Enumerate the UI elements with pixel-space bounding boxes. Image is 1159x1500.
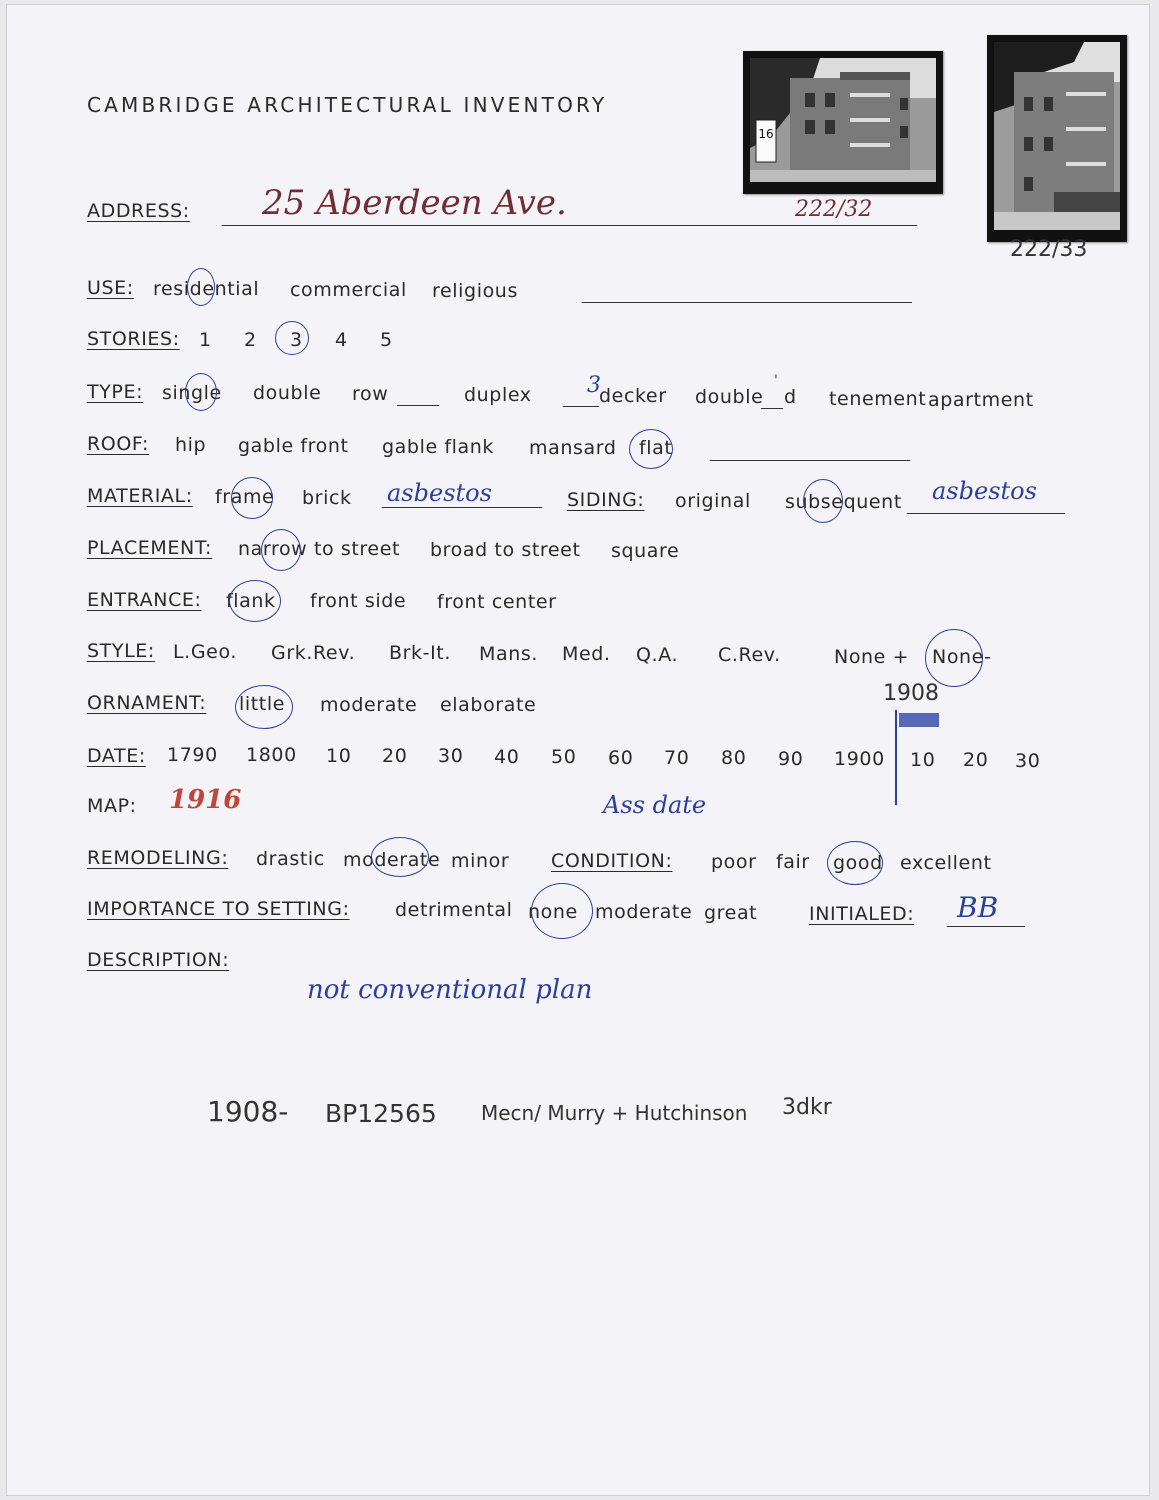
roof-option-mansard[interactable]: mansard	[529, 437, 617, 459]
type-decker-line	[563, 406, 599, 407]
importance-selected-circle	[531, 883, 593, 939]
style-option-med[interactable]: Med.	[562, 643, 611, 665]
type-option-row[interactable]: row	[352, 383, 389, 405]
siding-label: SIDING:	[567, 489, 645, 511]
note-permit: BP12565	[325, 1099, 437, 1128]
style-option-grkrev[interactable]: Grk.Rev.	[271, 642, 356, 664]
date-pencil-mark	[895, 710, 897, 805]
type-selected-circle	[185, 373, 217, 411]
date-option-1830[interactable]: 30	[438, 745, 464, 767]
style-option-none-plus[interactable]: None +	[834, 646, 910, 668]
date-option-1870[interactable]: 70	[664, 747, 690, 769]
ornament-label: ORNAMENT:	[87, 692, 207, 714]
siding-other-line	[907, 513, 1065, 514]
photo-front	[743, 51, 943, 194]
type-option-single[interactable]: single	[162, 382, 222, 404]
inventory-form-sheet	[6, 4, 1150, 1496]
condition-option-fair[interactable]: fair	[776, 851, 810, 873]
stories-label: STORIES:	[87, 328, 180, 350]
style-option-brkit[interactable]: Brk-It.	[389, 642, 451, 664]
date-option-1900[interactable]: 1900	[834, 748, 885, 770]
date-scribble	[899, 713, 939, 727]
roof-option-gable-flank[interactable]: gable flank	[382, 436, 495, 458]
note-year: 1908-	[207, 1095, 289, 1128]
use-option-commercial[interactable]: commercial	[290, 279, 407, 301]
date-option-1910[interactable]: 10	[910, 749, 936, 771]
date-option-1860[interactable]: 60	[608, 747, 634, 769]
importance-option-none[interactable]: none	[528, 901, 578, 923]
photo-side	[987, 35, 1127, 242]
initialed-value: BB	[957, 891, 999, 924]
siding-option-subsequent[interactable]: subsequent	[785, 491, 902, 513]
placement-option-broad[interactable]: broad to street	[430, 539, 581, 561]
condition-label: CONDITION:	[551, 850, 673, 872]
condition-selected-circle	[827, 841, 883, 885]
date-handwritten-year: 1908	[883, 681, 939, 706]
type-row-line	[397, 405, 439, 406]
style-option-crev[interactable]: C.Rev.	[718, 644, 781, 666]
style-option-none-minus[interactable]: None-	[932, 646, 992, 668]
date-option-1890[interactable]: 90	[778, 748, 804, 770]
material-option-frame[interactable]: frame	[215, 486, 275, 508]
type-double-d-mark: '	[774, 373, 778, 389]
note-type: 3dkr	[782, 1095, 832, 1120]
remodeling-label: REMODELING:	[87, 847, 229, 869]
siding-option-original[interactable]: original	[675, 490, 751, 512]
siding-selected-circle	[803, 479, 843, 523]
photo-ref-1: 222/32	[795, 197, 873, 222]
material-other-line	[382, 507, 542, 508]
roof-option-gable-front[interactable]: gable front	[238, 435, 349, 457]
roof-option-flat[interactable]: flat	[639, 437, 673, 459]
stories-option-5[interactable]: 5	[380, 329, 393, 351]
date-label: DATE:	[87, 745, 146, 767]
placement-label: PLACEMENT:	[87, 537, 212, 559]
material-handwritten: asbestos	[387, 479, 492, 507]
date-option-1800[interactable]: 1800	[246, 744, 297, 766]
condition-option-good[interactable]: good	[833, 852, 883, 874]
entrance-option-flank[interactable]: flank	[226, 590, 276, 612]
placement-selected-circle	[261, 529, 301, 571]
style-selected-circle	[925, 629, 983, 687]
house-photo-2	[994, 42, 1120, 230]
photo-house-number: 16	[758, 127, 774, 141]
type-option-d[interactable]: d	[784, 386, 797, 408]
type-option-duplex[interactable]: duplex	[464, 384, 532, 406]
ornament-option-moderate[interactable]: moderate	[320, 694, 418, 716]
description-text: not conventional plan	[307, 975, 593, 1005]
address-label: ADDRESS:	[87, 200, 190, 222]
use-label: USE:	[87, 277, 134, 299]
note-names: Mecn/ Murry + Hutchinson	[481, 1101, 748, 1125]
date-option-1840[interactable]: 40	[494, 746, 520, 768]
type-double-d-line	[761, 408, 783, 409]
importance-option-great[interactable]: great	[704, 902, 758, 924]
importance-option-detrimental[interactable]: detrimental	[395, 899, 513, 921]
date-option-1790[interactable]: 1790	[167, 744, 218, 766]
type-option-decker[interactable]: decker	[599, 385, 667, 407]
date-option-1810[interactable]: 10	[326, 745, 352, 767]
use-option-religious[interactable]: religious	[432, 280, 518, 302]
style-label: STYLE:	[87, 640, 155, 662]
ornament-selected-circle	[235, 685, 293, 729]
siding-handwritten: asbestos	[932, 477, 1037, 505]
placement-option-square[interactable]: square	[611, 540, 680, 562]
remodeling-option-moderate[interactable]: moderate	[343, 849, 441, 871]
style-option-lgeo[interactable]: L.Geo.	[173, 641, 237, 663]
map-note: Ass date	[603, 791, 707, 819]
use-other-line	[582, 302, 912, 303]
initialed-label: INITIALED:	[809, 903, 915, 925]
stories-selected-circle	[275, 321, 309, 355]
type-option-double-d[interactable]: double	[695, 386, 764, 408]
stories-option-4[interactable]: 4	[335, 329, 348, 351]
date-option-1920[interactable]: 20	[963, 749, 989, 771]
roof-other-line	[710, 460, 910, 461]
entrance-label: ENTRANCE:	[87, 589, 202, 611]
material-selected-circle	[231, 477, 273, 519]
roof-selected-circle	[629, 429, 673, 469]
type-option-tenement[interactable]: tenement	[829, 388, 927, 410]
remodeling-option-minor[interactable]: minor	[451, 850, 510, 872]
style-option-qa[interactable]: Q.A.	[636, 644, 679, 666]
date-option-1930[interactable]: 30	[1015, 750, 1041, 772]
form-title: CAMBRIDGE ARCHITECTURAL INVENTORY	[87, 93, 608, 117]
material-label: MATERIAL:	[87, 485, 193, 507]
condition-option-poor[interactable]: poor	[711, 851, 757, 873]
stories-option-3[interactable]: 3	[290, 329, 303, 351]
material-option-brick[interactable]: brick	[302, 487, 352, 509]
importance-label: IMPORTANCE TO SETTING:	[87, 898, 350, 920]
stories-option-1[interactable]: 1	[199, 329, 212, 351]
date-option-1880[interactable]: 80	[721, 747, 747, 769]
map-label: MAP:	[87, 795, 137, 817]
entrance-selected-circle	[229, 580, 281, 622]
map-value: 1916	[169, 785, 242, 815]
type-label: TYPE:	[87, 381, 144, 403]
type-option-apartment[interactable]: apartment	[928, 389, 1034, 411]
type-decker-handwritten: 3	[587, 373, 601, 398]
condition-option-excellent[interactable]: excellent	[900, 852, 992, 874]
roof-option-hip[interactable]: hip	[175, 434, 207, 456]
use-option-residential[interactable]: residential	[153, 278, 260, 300]
photo-ref-2: 222/33	[1010, 237, 1088, 262]
roof-label: ROOF:	[87, 433, 149, 455]
ornament-option-elaborate[interactable]: elaborate	[440, 694, 537, 716]
date-option-1850[interactable]: 50	[551, 746, 577, 768]
initialed-line	[947, 926, 1025, 927]
remodeling-option-drastic[interactable]: drastic	[256, 848, 325, 870]
style-option-mans[interactable]: Mans.	[479, 643, 539, 665]
use-selected-circle	[187, 268, 215, 306]
house-photo-1	[750, 58, 936, 182]
entrance-option-front-center[interactable]: front center	[437, 591, 557, 613]
type-option-double[interactable]: double	[253, 382, 322, 404]
stories-option-2[interactable]: 2	[244, 329, 257, 351]
address-value: 25 Aberdeen Ave.	[262, 183, 567, 223]
date-option-1820[interactable]: 20	[382, 745, 408, 767]
description-label: DESCRIPTION:	[87, 949, 230, 971]
remodeling-selected-circle	[371, 837, 429, 877]
importance-option-moderate[interactable]: moderate	[595, 901, 693, 923]
placement-option-narrow[interactable]: narrow to street	[238, 538, 401, 560]
address-line	[222, 225, 917, 226]
entrance-option-front-side[interactable]: front side	[310, 590, 407, 612]
ornament-option-little[interactable]: little	[239, 693, 286, 715]
